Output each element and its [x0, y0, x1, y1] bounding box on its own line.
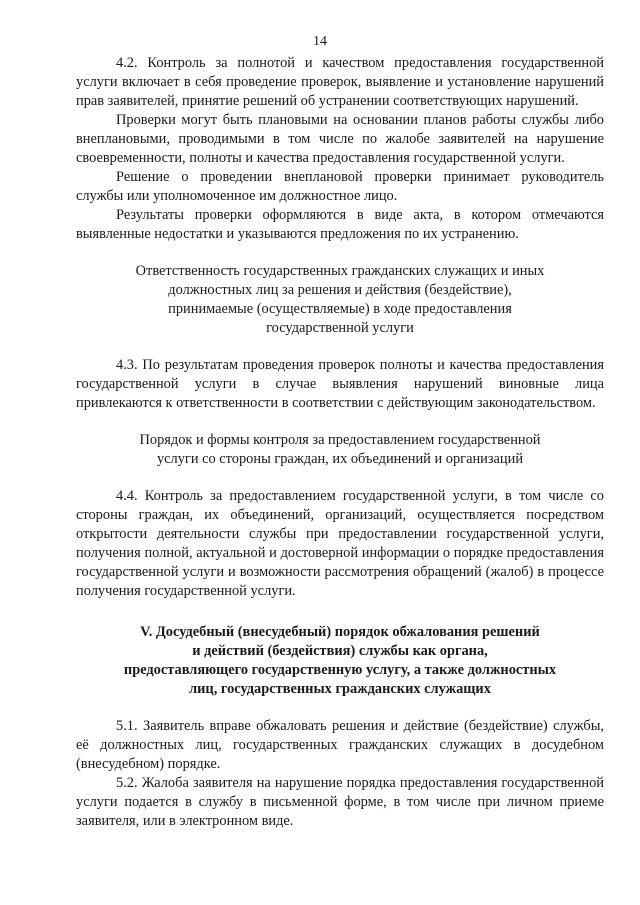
section-title-line: V. Досудебный (внесудебный) порядок обжалования решений	[140, 624, 540, 640]
paragraph-checks-types: Проверки могут быть плановыми на основании планов работы службы либо внеплановыми, проводимыми в том числе по жалобе заявителей на нарушение своевременности, полноты и качества предоставления государственной услуги.	[76, 112, 604, 166]
paragraph-5-1: 5.1. Заявитель вправе обжаловать решения и действие (бездействие) службы, её должностных лиц, государственных гражданских служащих в досудебном (внесудебном) порядке.	[76, 718, 604, 772]
heading-line: услуги со стороны граждан, их объединений и организаций	[156, 451, 524, 467]
document-body	[76, 54, 604, 831]
heading-control-forms	[116, 431, 564, 469]
heading-line: государственной услуги	[266, 320, 414, 336]
section-title-line: предоставляющего государственную услугу, а также должностных	[123, 662, 557, 678]
paragraph-4-2: 4.2. Контроль за полнотой и качеством предоставления государственной услуги включает в себя проведение проверок, выявление и установление нарушений прав заявителей, принятие решений об устранении соответствующих нарушений.	[76, 55, 604, 109]
paragraph-4-3: 4.3. По результатам проведения проверок полноты и качества предоставления государственной услуги в случае выявления нарушений виновные лица привлекаются к ответственности в соответствии с действующим законодательством.	[76, 357, 604, 411]
heading-line: Ответственность государственных гражданских служащих и иных	[135, 263, 545, 279]
paragraph-4-4: 4.4. Контроль за предоставлением государственной услуги, в том числе со стороны граждан, их объединений, организаций, осуществляется посредством открытости деятельности службы при предоставлении государственной услуги, получения полной, актуальной и достоверной информации о порядке предоставления государственной услуги и возможности рассмотрения обращений (жалоб) в процессе получения государственной услуги.	[76, 488, 604, 599]
section-title-line: лиц, государственных гражданских служащих	[189, 681, 491, 697]
section-title-line: и действий (бездействия) службы как органа,	[192, 643, 488, 659]
paragraph-unscheduled-decision: Решение о проведении внеплановой проверки принимает руководитель службы или уполномоченное им должностное лицо.	[76, 169, 604, 204]
section-v-title	[106, 623, 574, 699]
heading-responsibility	[116, 262, 564, 338]
paragraph-5-2: 5.2. Жалоба заявителя на нарушение порядка предоставления государственной услуги подается в службу в письменной форме, в том числе при личном приеме заявителя, или в электронном виде.	[76, 775, 604, 829]
heading-line: Порядок и формы контроля за предоставлением государственной	[139, 432, 541, 448]
heading-line: принимаемые (осуществляемые) в ходе предоставления	[168, 301, 512, 317]
paragraph-check-results: Результаты проверки оформляются в виде акта, в котором отмечаются выявленные недостатки и указываются предложения по их устранению.	[76, 207, 604, 242]
page-number: 14	[313, 34, 327, 49]
heading-line: должностных лиц за решения и действия (бездействие),	[168, 282, 512, 298]
